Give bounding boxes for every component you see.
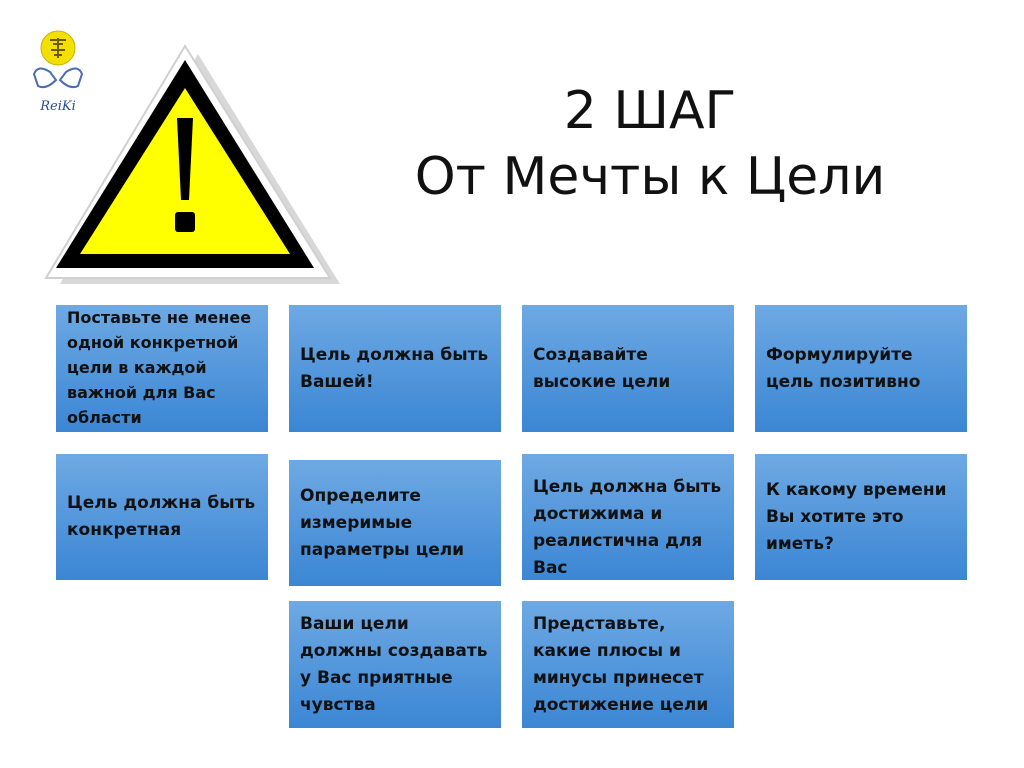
title-step: 2 ШАГ [563,81,737,141]
card-high-goals [522,305,734,432]
logo-text: ReiKi [40,99,76,114]
card-text: Представьте, какие плюсы и минусы принесет достижение цели [533,613,709,715]
card-achievable [522,454,734,580]
card-text: Определите измеримые параметры цели [300,485,465,560]
page-title [380,78,920,210]
title-subtitle: От Мечты к Цели [414,147,886,207]
card-pros-cons [522,601,734,728]
card-text: К какому времени Вы хотите это иметь? [766,479,947,554]
card-text: Поставьте не менее одной конкретной цели в каждой важной для Вас области [67,308,252,427]
card-positive [755,305,967,432]
card-text: Формулируйте цель позитивно [766,344,921,392]
card-text: Цель должна быть Вашей! [300,344,489,392]
card-text: Цель должна быть достижима и реалистична для Вас [533,477,722,578]
card-text: Цель должна быть конкретная [67,493,256,540]
card-text: Ваши цели должны создавать у Вас приятные чувства [300,613,488,715]
card-time [755,454,967,580]
card-set-goals [56,305,268,432]
card-concrete [56,454,268,580]
card-your-goal [289,305,501,432]
card-feelings [289,601,501,728]
card-measurable [289,460,501,586]
card-text: Создавайте высокие цели [533,344,671,392]
warning-icon [40,40,346,288]
